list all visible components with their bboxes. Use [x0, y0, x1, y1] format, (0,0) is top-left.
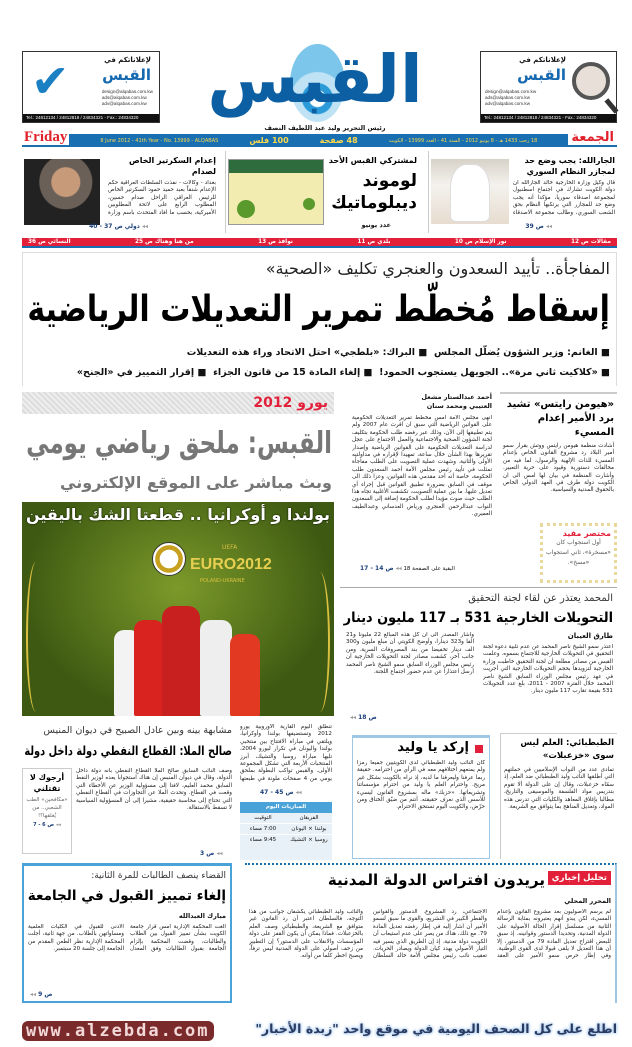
page-ref[interactable]: ◂◂ دولي ص 37 - 40 [89, 223, 148, 230]
brief-box [540, 523, 617, 583]
euro-logo: EURO2012 [190, 556, 272, 573]
table-cell: بولندا × اليونان [291, 826, 327, 832]
please-body: «مكافحين» الطب الشعبي.. من يُغلقها؟! [26, 797, 68, 819]
player [134, 620, 164, 716]
lead-bullets-2 [27, 367, 610, 378]
section-link[interactable]: نوافذ ص 13 [258, 239, 293, 245]
ad-line: لإعلاناتكم في [519, 56, 566, 64]
tagline: رئيس التحرير وليد عبد اللطيف النصف [264, 124, 386, 132]
checkmark-icon: ✔ [31, 54, 70, 108]
email: adv@alqabas.com.kw [485, 101, 531, 106]
day-en: Friday [24, 129, 68, 145]
teaser-execution[interactable] [22, 151, 218, 233]
magnifier-icon [572, 62, 610, 100]
bullet: ■ [194, 367, 210, 378]
section-link[interactable]: النسائي ص 36 [28, 239, 71, 245]
ad-emails [485, 89, 536, 107]
lead-kicker: المفاجأة.. تأييد السعدون والعنجري تكليف «الصحية» [265, 259, 610, 278]
mulla-headline: صالح الملا: القطاع النفطي دولة داخل دولة [24, 743, 232, 758]
football-icon [152, 542, 186, 576]
email: ads@alqabas.com.kw [485, 95, 531, 100]
ad-brand: القبس [102, 66, 151, 84]
teaser-title: ديبلوماتيك [331, 193, 417, 213]
ad-emails [102, 89, 153, 107]
page-ref[interactable]: ◂◂ ص 14 - 17 [360, 565, 402, 572]
table-title: المباريات اليوم [240, 802, 332, 813]
bullet-text: إقرار التمييز في «الجنح» [76, 367, 195, 378]
date-bar [22, 129, 617, 147]
university-headline: إلغاء تمييز القبول في الجامعة [27, 888, 226, 904]
table-cell: 9:45 مساء [249, 837, 277, 843]
table-row [240, 824, 332, 835]
mulla-kicker: مشابهة بينه وبين عادل الصبيح في ديوان المنيس [43, 725, 232, 736]
page-ref[interactable]: ◂◂ ص 45 - 47 [260, 789, 302, 796]
section-bar [22, 238, 617, 248]
continued-text: البقية على الصفحة 18 [403, 566, 455, 572]
ad-line: لإعلاناتكم في [104, 56, 151, 64]
lead-authors: أحمد عبدالستار مشعل العتيبي ومحمد سنان [421, 393, 492, 410]
bullet-text: إلغاء المادة 15 من قانون الجزاء [213, 367, 361, 378]
transfers-author: طارق العيبان [567, 632, 613, 640]
logo-text: القبس [207, 41, 423, 118]
flower-icon [26, 562, 46, 712]
price: 100 فلس [249, 136, 289, 145]
bullet: ■ [415, 347, 431, 358]
page-ref[interactable]: ◂◂ ص 9 [30, 991, 52, 998]
table-cell: روسيا × التشيك [290, 837, 328, 843]
teaser-text [513, 155, 615, 221]
transfers-body-2: وأشار المصدر الى أن كل هذه المبالغ 22 مليونا و21 الفا و323 دينارا، وأوضح الكويتي أن مبلغ مليون و300 الف دينار تخفيضا من بند المصروفات السرية. ومن جانب آخر، كشفت مصادر لجنة التحويلات الخارجية أن رئيس مجلس الوزراء السابق سمو الشيخ ناصر المحمد أرسل اعتذارا عن عدم حضور اجتماع اللجنة. [346, 632, 474, 676]
euro-headline: القبس: ملحق رياضي يومي [26, 426, 332, 461]
bullet: ■ [597, 367, 610, 378]
section-link[interactable]: بلدي ص 11 [357, 239, 391, 245]
analysis-body: لم يرسم الأصوليون بعد مشروع القانون بإعدام المسيء، لكن يبدو أنهم يعتبرونه بمثابة الرسالة الثانية من مسلسل إقرار الحالة الأصولية على الدولة المدنية، وتحديدا الدستور وقوانينه. إذ سبق للبعض اقتراح تعديل المادة 79 من الدستور، إلا أن هذا التعديل لا يلقى قبولا لدى القوى الوطنية. وفي إطار حرص سمو الأمير على العقد الاجتماعي، رد المشروع. الدستور والقوانين والقطر الكبير في التشريع، والقوى ما سبق لسمو الأمير أن اشار إليه في إطار رفضه تعديل المادة 79. مع ذلك، هناك من يصر على عدم استيعاب أن الكويت دولة مدنية. إذ إن الطريق الذي يسير فيه التيار الأصولي يهدد كيان الدولة ويصادر الحريات. تعقيب نائب رئيس مجلس الأمة خالد السلطان والنائب وليد الطبطبائي يكشفان جوانب من هذا التوجه، فالسلطان اعتبر أن رد القانون غير متوافق مع الشريعة، والطبطبائي وصف العلم بالخزعبلات. فماذا يمكن أن يكون القفز على دولة المؤسسات والانقلاب على الدستور؟ إن التطبير من زحف أصولي على الدولة المدنية ليس ترفاً، ويصبح اخطر كلما من أوانه. [249, 909, 611, 960]
euro-photo [22, 502, 334, 716]
section-link[interactable]: نور الإسلام ص 10 [454, 239, 507, 245]
teaser-lemonde[interactable] [225, 151, 421, 233]
lead-headline: إسقاط مُخطّط تمرير التعديلات الرياضية [27, 289, 611, 330]
university-author: مبارك العبدالله [178, 912, 226, 920]
teaser-body: بغداد - وكالات - نفذت السلطات العراقية حكم الإعدام شنقاً بعبد حميد حمود السكرتير الخاص للرئيس العراقي الراحل صدام حسين، المطلوب الرابع على لائحة المطلوبين الأميركية، بحسب ما افاد المتحدث باسم وزارة [108, 180, 216, 216]
bullet: ■ [360, 367, 376, 378]
date-en: 8 June 2012 - 41th Year - No. 13999 - ALQABAS [100, 137, 219, 144]
analysis-author: المحرر المحلي [564, 897, 611, 905]
university-body: ألغت المحكمة الإدارية أمس قرار جامعة الكويت بشأن تمييز القبول بين الطلاب والطالبات، وقضت المحكمة بإلزام الجامعة بقبول الطالبات وفق المعدل الأدنى للقبول في الكليات العلمية ومساواتهن بالطلاب. من جهة ثانية، أجلت المحكمة الإدارية نظر الطعن المقدم من الجامعة إلى جلسة 20 سبتمبر. [28, 924, 226, 953]
section-link[interactable]: من هنا وهناك ص 25 [134, 239, 194, 245]
bullet-text: البراك: «بلطجي» احتل الاتحاد وراء هذه التعديلات [186, 347, 416, 358]
email: ads@alqabas.com.kw [101, 95, 147, 100]
walid-title: إركد يا وليد [397, 740, 469, 755]
table-cell: 7:00 مساء [249, 826, 277, 832]
lead-story[interactable] [22, 252, 617, 386]
ad-right[interactable] [480, 51, 617, 123]
ad-contact: Tel.: 24812134 / 24812818 / 24834321 - Fax.: 24834320 [481, 114, 616, 122]
teaser-kicker: لمشتركي القبس الأحد [328, 156, 417, 165]
hrw-story[interactable] [500, 392, 617, 518]
please-title: أرجوك لا تقتلني [29, 773, 65, 793]
tree-icon [237, 200, 255, 218]
euro-header [22, 392, 334, 414]
player [230, 634, 260, 716]
ad-brand: القبس [517, 66, 566, 84]
tree-icon [303, 198, 315, 210]
tabtabaie-story[interactable] [500, 733, 617, 859]
tabtabaie-title: الطبطبائي: العلم ليس سوى «خزعبلات» [520, 738, 614, 761]
email: adv@alqabas.com.kw [101, 101, 147, 106]
day-ar: الجمعة [568, 130, 617, 145]
kuwaiti-headdress-icon [451, 165, 489, 221]
page-ref[interactable]: ◂◂ ص 18 [350, 714, 377, 721]
brief-body: أول استجواب كان «مسخرة»، ثاني استجواب «مسخ». [546, 539, 611, 566]
table-row [240, 813, 332, 824]
player [162, 606, 200, 716]
alzebda-url[interactable]: www.alzebda.com [22, 1021, 214, 1041]
please-box[interactable] [22, 768, 72, 854]
teaser-title: إعدام السكرتير الخاص لصدام [128, 156, 216, 176]
teaser-sub: عدد يونيو [361, 221, 391, 229]
magnifier-handle [604, 98, 618, 113]
lead-bullets-1 [27, 347, 610, 358]
player [200, 620, 232, 716]
lead-body: أنهى مجلس الأمة أمس مخطط تمرير التعديلات الحكومية على القوانين الرياضية التي سبق ان اقرت عام 2007 ولم يتم تطبيقها إلى الآن، وذلك عبر رفضه طلب الحكومة بتكليف لجنة الشؤون الصحية والاجتماعية والعمل الاجتماع على عجل لدراسة التعديلات الحكومية على القوانين الرياضية وإصدار تقريرها بهذا الشأن خلال ساعة، تمهيدا لإقراره في مداولتيه الأولى والثانية. وشهدت عملية التصويت على الطلب مفاجأة تمثلت في تأييد رئيس مجلس الأمة أحمد السعدون طلب الحكومة، خاصة أنه أحد مقدمي هذه القوانين، وعزا ذلك الى موقف في السابق بضرورة تطبيق القوانين قبل إجراء أي تعديل عليها. ما بين عملية التصويت، تكشفت الأغلبية تجاه هذا الطلب حيث صوت مؤيدا لطلب الحكومة إضافة إلى السعدون النواب عبدالرحمن العنجري ورياض العدساني وعبدالطيف العميري. [352, 415, 492, 518]
photo-secretary [24, 159, 100, 225]
ad-contact: Tel.: 24812134 / 24812818 / 24834321 - Fax.: 24834320 [23, 114, 159, 122]
table-row [240, 835, 332, 846]
magazine-cover [228, 159, 324, 225]
mulla-body: وصف النائب السابق صالح الملا القطاع النفطي بأنه دولة داخل الدولة، وقال في ديوان المنيس إن هناك استجوابا يعده لوزير النفط السابق محمد العليم، لافتا إلى مسؤولية الوزير عن الأخطاء التي وقعت في القطاع. وتحدث الملا عن التجاوزات في القطاع النفطي التي تحتاج إلى محاسبة حقيقية، مشيرا إلى أن المسؤولية السياسية لا تسقط بالاستقالة. [76, 768, 232, 812]
analysis-headline: يريدون افتراس الدولة المدنية [327, 871, 545, 889]
euro-logo-uefa: UEFA [222, 544, 238, 551]
university-box[interactable] [22, 863, 232, 1003]
analysis-story[interactable] [245, 863, 617, 1003]
brief-title: مختصر مفيد [562, 529, 611, 538]
alzebda-slogan: اطلع على كل الصحف اليومية في موقع واحد "زبدة الأخبار" [255, 1021, 617, 1036]
masthead-logo [190, 36, 440, 126]
teaser-body: قال وكيل وزارة الخارجية خالد الجارالله ان دولة الكويت تشارك في اجتماع اسطنبول لمجموعة اصدقاء سوريا، مؤكدا أنه يجب وضع حد للمجازر التي يرتكبها النظام بحق الشعب السوري، وطالب مجموعة الاصدقاء [513, 180, 615, 216]
flower-icon [310, 572, 330, 712]
euro-sub: وبث مباشر على الموقع الإلكتروني [60, 473, 332, 492]
euro-logo-sub: POLAND-UKRAINE [200, 578, 245, 584]
page-ref[interactable]: ◂◂ ص 6 - 7 [24, 822, 70, 828]
analysis-badge: تحليل إخباري [548, 871, 611, 885]
email: design@alqabas.com.kw [485, 89, 537, 94]
transfers-kicker: المحمد يعتذر عن لقاء لجنة التحقيق [468, 593, 613, 604]
red-square-icon [475, 745, 483, 753]
walid-body: كان النائب وليد الطبطبائي لدى الكويتيين جميعاً رمزاً ولم يمنعهم اختلافهم معه في الرأي من احترامه. حقيقة ربما عرفنا وليعرفنا ما لديه، إذ نراه بالكويت بشكل غير مريح. واحترام العلم يا وليد من احترام مؤسساتنا وتشريعاتها. «حزبك» ماله بمشروع القانون ليسيء للأسس الذي نعرف حقيقته. أنتم من ضيّق الخناق ومن حرّض، والكويت اليوم تستحق الاحترام. [357, 760, 485, 811]
tabtabaie-body: تمادى عدد من النواب الإسلاميين في حملتهم التي أطلقها النائب وليد الطبطبائي ضد العلم، إذ سمّاه خزعبلات، وقال إن على الدولة ألا تقوم بتدريس مواد الفلسفة والموسيقى والتاريخ، مطالبا بإغلاق المعاهد والكليات التي تدرس هذه المواد، وتعديل المناهج بما يتوافق مع الشريعة. [504, 767, 614, 811]
transfers-headline: التحويلات الخارجية 531 بـ 117 مليون دينار [343, 610, 613, 626]
teaser-title: لوموند [362, 171, 417, 191]
photo-caption: بولندا و أوكرانيا .. قطعتا الشك باليقين [26, 505, 330, 524]
bullet-text: الغانم: وزير الشؤون يُضلّل المجلس [433, 347, 598, 358]
hrw-body: أشادت منظمة هيومن رايتس ووتش بقرار سمو أمير البلاد رد مشروع القانون الخاص بإعدام المسيء للذات الإلهية والرسول، لما فيه من مخالفات دستورية وقيود على حرية التعبير. وأشارت المنظمة في بيان لها امس الى ان الكويت دولة طرف في العهد الدولي الخاص بالحقوق المدنية والسياسية. [503, 443, 614, 494]
page-ref[interactable]: ◂◂ ص 39 [525, 223, 552, 230]
section-link[interactable]: مقالات ص 12 [570, 239, 611, 245]
date-ar: 18 رجب 1433 هـ - 8 يونيو 2012 - السنة 41 - العدد 13999 - الكويت [388, 137, 538, 144]
teaser-jarallah[interactable] [428, 151, 617, 233]
table-header: الفريقان [299, 815, 319, 821]
euro-body: تنطلق اليوم القارية الأوروبية يورو 2012 وتستضيفها بولندا وأوكرانيا، ويلتقي في مباراة الافتتاح بين منتخبي بولندا واليونان في تكرار ليورو 2004، تليها مباراة روسيا والتشيك، أبرز المنتخبات الأربعة التي تشكل المجموعة الأولى. والقبس تواكب البطولة بملحق يومي من 4 صفحات ملونة في طبعتها [240, 724, 332, 782]
transfers-story[interactable] [340, 587, 617, 727]
transfers-body-1: اعتذر سمو الشيخ ناصر المحمد عن عدم تلبية دعوة لجنة التحقيق في التحويلات الخارجية للاجتماع بسموه. وعلمت القبس من مصادر مطلعة أن لجنة التحقيق خاطبت وزارة الخارجية لتزويدها بحجم التحويلات الخارجية التي أجريت في عهد رئيس مجلس الوزراء السابق الشيخ ناصر المحمد خلال الفترة 2007 - 2011، بلغ عدد التحويلات 531 بقيمة تقارب 117 مليون دينار. [483, 644, 613, 695]
hrw-title: «هيومن رايتس» تشيد برد الأمير إعدام المسيء [506, 399, 614, 438]
table-header: التوقيت [254, 815, 272, 821]
teaser-text [108, 155, 216, 221]
ad-left[interactable] [22, 51, 160, 123]
page-ref[interactable]: ◂◂ ص 3 [200, 850, 222, 857]
university-kicker: القضاء ينصف الطالبات للمرة الثانية: [91, 871, 226, 881]
email: design@alqabas.com.kw [101, 89, 153, 94]
bullet: ■ [597, 347, 610, 358]
bullet-text: «كلاكيت ثاني مرة».. الجويهل يستجوب الحمود! [379, 367, 598, 378]
euro-label: يورو 2012 [253, 395, 328, 411]
walid-box[interactable] [352, 735, 490, 859]
matches-table [240, 802, 332, 860]
teaser-title: الجارالله: يجب وضع حد لمجازر النظام السوري [524, 156, 615, 176]
page-count: 48 صفحة [319, 136, 358, 145]
lead-more[interactable] [360, 565, 455, 572]
